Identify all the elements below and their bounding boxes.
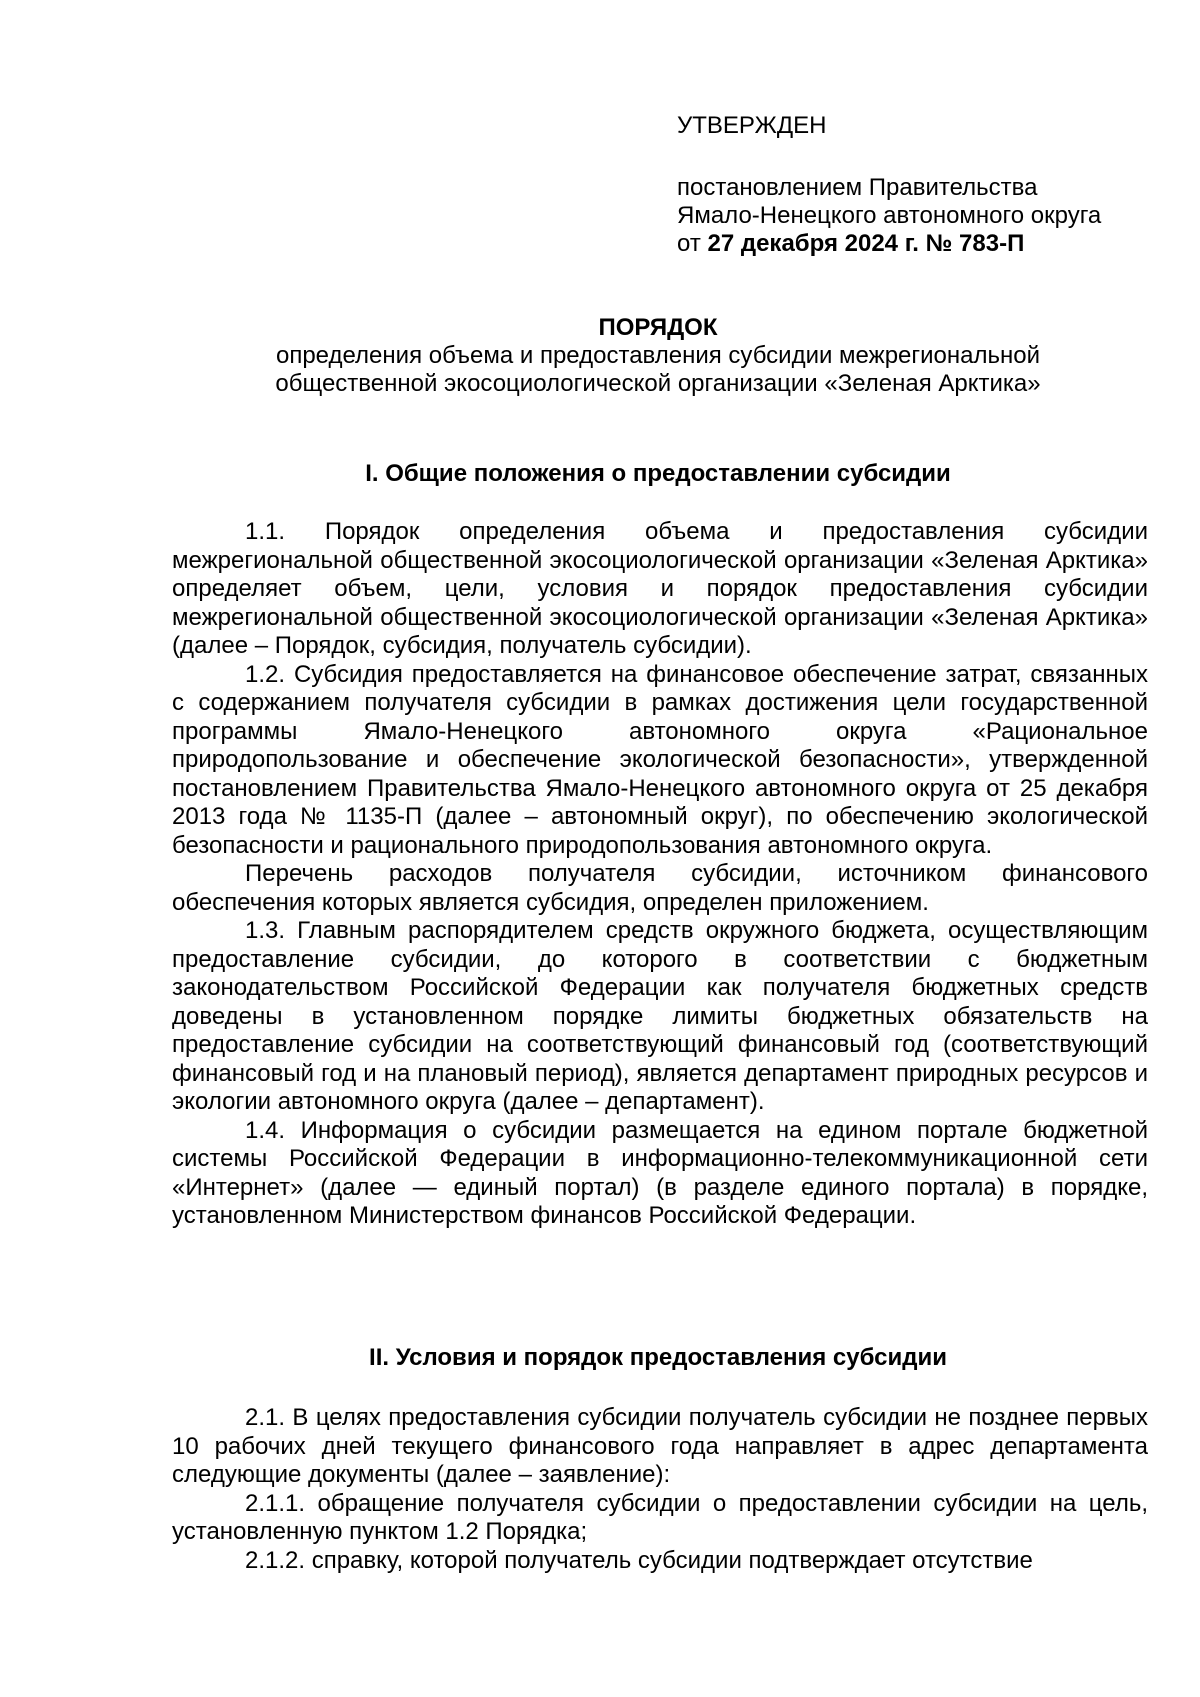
approval-date-prefix: от — [677, 230, 708, 257]
paragraph-1-2-list: Перечень расходов получателя субсидии, источником финансового обеспечения которых является субсидия, определен приложением. — [172, 860, 1148, 916]
approval-date-line — [677, 230, 1157, 258]
paragraph-1-3: 1.3. Главным распорядителем средств окружного бюджета, осуществляющим предоставление субсидии, до которого в соответствии с бюджетным законодательством Российской Федерации как получателя бюджетных средств доведены в установленном порядке лимиты бюджетных обязательств на предоставление субсидии на соответствующий финансовый год (соответствующий финансовый год и на плановый период), является департамент природных ресурсов и экологии автономного округа (далее – департамент). — [172, 917, 1148, 1115]
document-title-block — [172, 314, 1144, 398]
section-1-heading: I. Общие положения о предоставлении субсидии — [365, 460, 951, 487]
approval-line-1: постановлением Правительства — [677, 174, 1038, 201]
document-title: ПОРЯДОК — [598, 314, 718, 341]
paragraph-2-1-2: 2.1.2. справку, которой получатель субсидии подтверждает отсутствие — [245, 1546, 1033, 1574]
paragraph-2-1-1: 2.1.1. обращение получателя субсидии о предоставлении субсидии на цель, установленную пунктом 1.2 Порядка; — [172, 1489, 1148, 1545]
approval-block — [677, 112, 1157, 258]
section-2-heading: II. Условия и порядок предоставления субсидии — [369, 1344, 947, 1371]
approval-date-value: 27 декабря 2024 г. № 783-П — [707, 230, 1025, 257]
approval-line-2: Ямало-Ненецкого автономного округа — [677, 202, 1102, 229]
paragraph-1-4: 1.4. Информация о субсидии размещается на едином портале бюджетной системы Российской Федерации в информационно-телекоммуникационной сети «Интернет» (далее — единый портал) (в разделе единого портала) в порядке, установленном Министерством финансов Российской Федерации. — [172, 1116, 1148, 1229]
paragraph-2-1: 2.1. В целях предоставления субсидии получатель субсидии не позднее первых 10 рабочих дней текущего финансового года направляет в адрес департамента следующие документы (далее – заявление): — [172, 1404, 1148, 1488]
approval-heading: УТВЕРЖДЕН — [677, 112, 827, 139]
section-2-body — [172, 1404, 1148, 1575]
paragraph-1-1: 1.1. Порядок определения объема и предоставления субсидии межрегиональной общественной экосоциологической организации «Зеленая Арктика» определяет объем, цели, условия и порядок предоставления субсидии межрегиональной общественной экосоциологической организации «Зеленая Арктика» (далее – Порядок, субсидия, получатель субсидии). — [172, 518, 1148, 659]
section-1-body — [172, 518, 1148, 1231]
document-subtitle-line-2: общественной экосоциологической организации «Зеленая Арктика» — [275, 370, 1041, 397]
document-subtitle-line-1: определения объема и предоставления субсидии межрегиональной — [275, 342, 1041, 369]
paragraph-1-2: 1.2. Субсидия предоставляется на финансовое обеспечение затрат, связанных с содержанием получателя субсидии в рамках достижения цели государственной программы Ямало-Ненецкого автономного округа «Рациональное природопользование и обеспечение экологической безопасности», утвержденной постановлением Правительства Ямало-Ненецкого автономного округа от 25 декабря 2013 года № 1135-П (далее – автономный округ), по обеспечению экологической безопасности и рационального природопользования автономного округа. — [172, 660, 1148, 859]
